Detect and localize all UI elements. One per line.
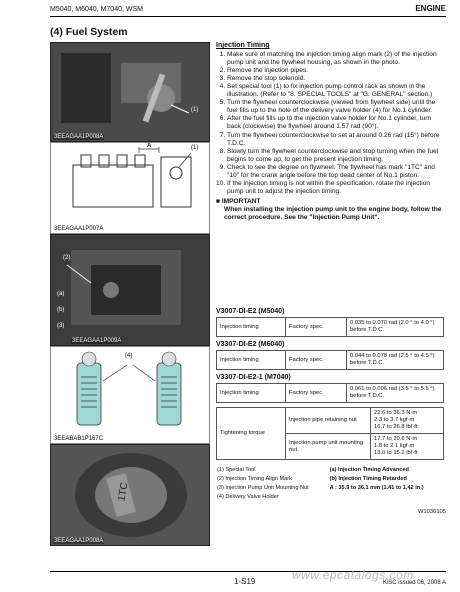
flywheel-photo-graphic (51, 445, 209, 545)
procedure-step: 1. Make sure of matching the injection timing align mark (2) of the injection pump unit and the flywheel housing, as shown in the photo. (227, 51, 446, 67)
spec-type: Factory spec. (286, 318, 347, 337)
procedure-step: 10. If the injection timing is not within the specification, rotate the injection pump unit to adjust the injection timing. (227, 180, 446, 196)
important-title-text: IMPORTANT (221, 197, 261, 205)
figure-3-label-b: (b) (57, 307, 65, 313)
figure-1-photo (50, 42, 210, 142)
figure-3-label-a: (a) (57, 291, 65, 297)
legend-item: (3) Injection Pump Unit Mounting Nut (217, 485, 309, 492)
legend-item: A : 35.9 to 36.1 mm (1.41 to 1.42 in.) (329, 485, 424, 492)
procedure-step: 9. Check to see the degree on flywheel. The flywheel has mark "1TC" and "10" for the crank angle before the top dead center of No.1 piston. (227, 164, 446, 180)
spec-item: Injection timing (217, 351, 286, 370)
spec-title-m5040: V3007-DI-E2 (M5040) (216, 308, 285, 315)
legend-item: (b) Injection Timing Retarded (329, 476, 407, 483)
procedure-heading: Injection Timing (216, 42, 270, 49)
legend-item (329, 493, 444, 502)
torque-item: Injection pump unit mounting nut (286, 434, 371, 460)
spec-table-m7040 (216, 383, 444, 403)
figure-4-caption: 3EEABAB1P167C (54, 436, 104, 442)
procedure-step: 7. Turn the flywheel counterclockwise to set at around 0.26 rad (15°) before T.D.C. (227, 132, 446, 148)
important-title: ■ IMPORTANT (216, 197, 261, 205)
svg-text:1TC: 1TC (116, 481, 131, 503)
procedure-step: 3. Remove the stop solenoid. (227, 75, 446, 83)
reference-code: W1036105 (417, 509, 446, 516)
header-section: ENGINE (415, 4, 446, 13)
figure-3-caption: 3EEAGAA1P009A (72, 338, 122, 344)
spec-item: Injection timing (217, 384, 286, 403)
section-title: (4) Fuel System (50, 26, 128, 38)
torque-value: 22.6 to 36.3 N·m 2.3 to 3.7 kgf·m 16.7 to 26.8 lbf·ft (371, 408, 444, 434)
procedure-step: 2. Remove the injection pipes. (227, 67, 446, 75)
important-text: When installing the injection pump unit to the engine body, follow the correct procedure. See the "Injection Pump Unit". (224, 205, 442, 221)
spec-value: 0.044 to 0.078 rad (2.5 ° to 4.5 °) before T.D.C. (347, 351, 444, 370)
spec-table-m6040 (216, 350, 444, 370)
torque-table (216, 407, 444, 460)
legend-item: (2) Injection Timing Align Mark (217, 476, 292, 483)
page-number: 1-S19 (234, 577, 256, 586)
torque-label: Tightening torque (217, 408, 286, 460)
injection-pump-drawing (51, 143, 209, 233)
engine-photo-graphic (51, 43, 209, 141)
spec-type: Factory spec. (286, 384, 347, 403)
spec-section (216, 304, 446, 516)
torque-value: 17.7 to 20.6 N·m 1.8 to 2.1 kgf·m 13.0 to 15.2 lbf·ft (371, 434, 444, 460)
spec-value: 0.061 to 0.096 rad (3.5 ° to 5.5 °) before T.D.C. (347, 384, 444, 403)
figure-4-illustration (50, 346, 210, 444)
procedure-step: 5. Turn the flywheel counterclockwise (viewed from flywheel side) until the fuel fills up to the hole of the delivery valve holder (4) for No.1 cylinder. (227, 99, 446, 115)
figure-2-illustration (50, 142, 210, 234)
figure-1-label-1: (1) (191, 107, 199, 113)
legend-item: (4) Delivery Valve Holder (217, 494, 279, 501)
procedure-step: 6. After the fuel fills up to the injection valve holder for No.1 cylinder, turn back (clockwise) the flywheel around 1.57 rad (90°). (227, 115, 446, 131)
figure-3-label-2: (2) (63, 255, 71, 261)
delivery-valve-drawing (51, 347, 209, 443)
header-models: M5040, M6040, M7040, WSM (50, 6, 143, 13)
figure-5-caption: 3EEAGAA1P008A (54, 538, 104, 544)
figure-4-label-4: (4) (125, 353, 133, 359)
spec-item: Injection timing (217, 318, 286, 337)
header-rule (50, 16, 446, 17)
spec-title-m6040: V3307-DI-E2 (M6040) (216, 341, 285, 349)
timing-mark-photo-graphic (51, 235, 209, 345)
procedure-step: 8. Slowly turn the flywheel counterclockwise and stop turning when the fuel begins to come up, to get the present injection timing. (227, 148, 446, 164)
figure-2-caption: 3EEAGAA1P007A (54, 226, 104, 232)
legend-item: (1) Special Tool (217, 467, 256, 474)
procedure-column (216, 42, 446, 222)
figure-3-label-3: (3) (57, 323, 65, 329)
procedure-steps (216, 51, 446, 196)
spec-title-m7040: V3307-DI-E2-1 (M7040) (216, 374, 291, 382)
figure-5-photo (50, 444, 210, 546)
procedure-step: 4. Set special tool (1) to fix injection pump control rack as shown in the illustration. (Refer to "8. SPECIAL TOOLS" at "G. GENERAL" section.) (227, 83, 446, 99)
legend-table (216, 466, 444, 502)
figure-1-caption: 3EEAGAA1P008A (54, 134, 104, 140)
figure-3-photo (50, 234, 210, 346)
torque-item: Injection pipe retaining nut (286, 408, 371, 434)
spec-table-m5040 (216, 317, 444, 337)
spec-type: Factory spec. (286, 351, 347, 370)
legend-item: (a) Injection Timing Advanced (329, 467, 409, 474)
spec-value: 0.035 to 0.070 rad (2.0 ° to 4.0 °) before T.D.C. (347, 318, 444, 337)
figure-2-label-1: (1) (191, 145, 199, 151)
watermark: www.epcatalogs.com (292, 568, 414, 582)
revision-note: KiSC issued 06, 2008 A (382, 580, 446, 586)
figure-2-label-a: A (147, 143, 152, 149)
